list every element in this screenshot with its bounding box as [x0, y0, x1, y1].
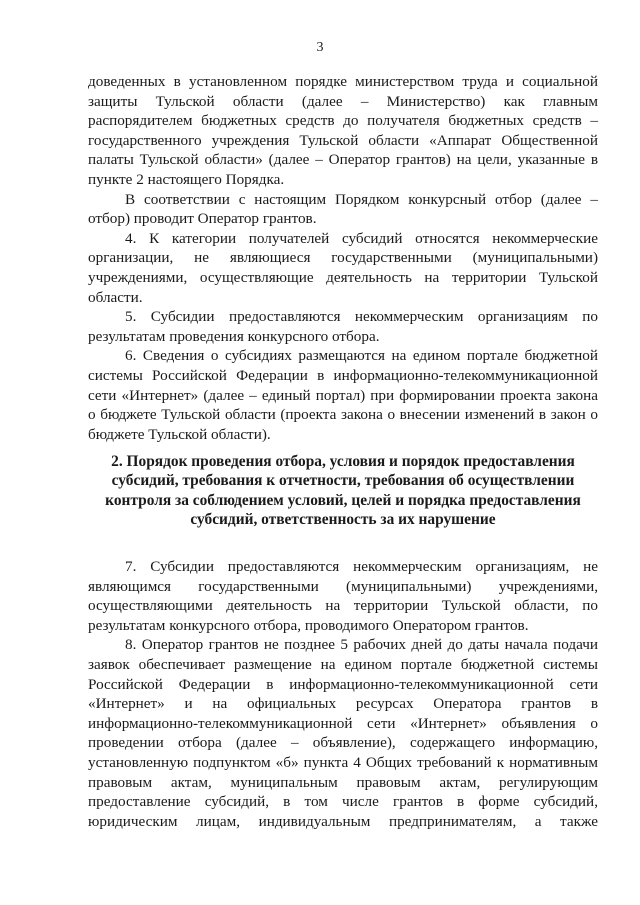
heading-line: 2. Порядок проведения отбора, условия и порядок предоставления	[111, 453, 575, 470]
text-line: юридическим лицам, индивидуальным предпринимателям, а также	[88, 812, 598, 830]
text-line: 8. Оператор грантов не позднее 5 рабочих дней до даты начала подачи	[125, 636, 598, 654]
text-line: информационно-телекоммуникационной сети «Интернет» объявления о	[88, 714, 598, 732]
text-line: о бюджете Тульской области (проекта закона о внесении изменений в закон о	[88, 406, 598, 424]
body-text-top	[88, 72, 598, 444]
text-line: 6. Сведения о субсидиях размещаются на едином портале бюджетной	[125, 347, 598, 365]
text-line: учреждениями, осуществляющие деятельность на территории Тульской	[88, 268, 598, 286]
text-line: предоставление субсидий, в том числе грантов в форме субсидий,	[88, 793, 598, 811]
heading-line: контроля за соблюдением условий, целей и порядка предоставления	[105, 491, 581, 509]
text-line: Российской Федерации в информационно-телекоммуникационной сети	[88, 675, 598, 693]
text-line: защиты Тульской области (далее – Министерство) как главным	[88, 92, 598, 110]
text-line: отбор) проводит Оператор грантов.	[88, 210, 317, 228]
text-line: заявок обеспечивает размещение на едином портале бюджетной системы	[88, 655, 598, 673]
section-heading	[88, 452, 598, 530]
text-line: результатам проведения конкурсного отбора.	[88, 327, 380, 345]
text-line: результатам конкурсного отбора, проводимого Оператором грантов.	[88, 616, 529, 634]
text-line: 7. Субсидии предоставляются некоммерческим организациям, не	[125, 558, 598, 575]
heading-line: субсидий, ответственность за их нарушение	[190, 511, 496, 529]
text-line: правовым актам, муниципальным правовым актам, регулирующим	[88, 773, 598, 791]
text-line: 5. Субсидии предоставляются некоммерческим организациям по	[125, 308, 598, 326]
page-number: 3	[316, 40, 324, 55]
text-line: системы Российской Федерации в информационно-телекоммуникационной	[88, 366, 598, 384]
text-line: доведенных в установленном порядке министерством труда и социальной	[88, 73, 598, 90]
text-line: области.	[88, 288, 143, 306]
text-line: пункте 2 настоящего Порядка.	[88, 170, 285, 188]
text-line: организации, не являющиеся государственными (муниципальными)	[88, 249, 598, 267]
text-line: распорядителем бюджетных средств до получателя бюджетных средств –	[88, 112, 598, 130]
text-line: сети «Интернет» (далее – единый портал) при формировании проекта закона	[88, 386, 598, 404]
text-line: В соответствии с настоящим Порядком конкурсный отбор (далее –	[125, 190, 598, 208]
text-line: палаты Тульской области» (далее – Оператор грантов) на цели, указанные в	[88, 151, 598, 169]
text-line: осуществляющими деятельность на территории Тульской области, по	[88, 597, 598, 615]
text-line: 4. К категории получателей субсидий относятся некоммерческие	[125, 229, 598, 247]
text-line: государственного учреждения Тульской области «Аппарат Общественной	[88, 131, 598, 149]
text-line: бюджете Тульской области).	[88, 425, 271, 443]
body-text-bottom	[88, 557, 598, 831]
text-line: установленную подпунктом «б» пункта 4 Общих требований к нормативным	[88, 753, 598, 771]
heading-line: субсидий, требования к отчетности, требования об осуществлении	[111, 472, 575, 490]
text-line: «Интернет» и на официальных ресурсах Оператора грантов в	[88, 695, 598, 713]
text-line: являющимся государственными (муниципальными) учреждениями,	[88, 577, 598, 595]
text-line: проведении отбора (далее – объявление), содержащего информацию,	[88, 734, 598, 752]
